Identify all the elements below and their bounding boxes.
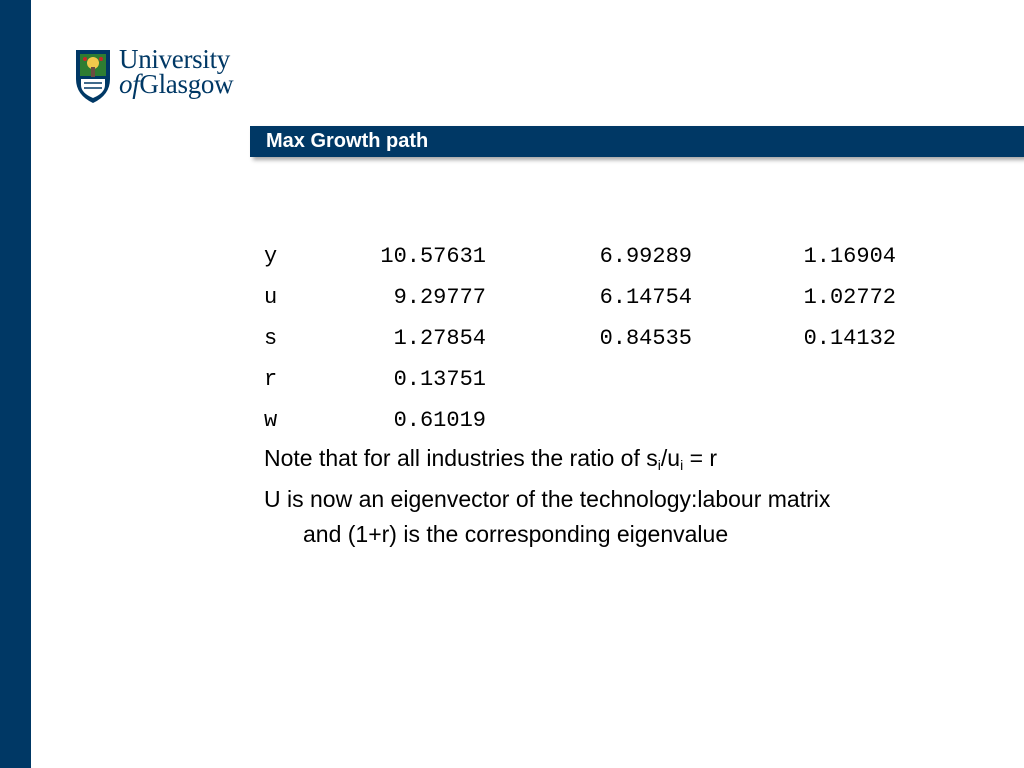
table-row	[264, 236, 896, 277]
table-cell: 9.29777	[393, 285, 486, 310]
table-cell: 0.61019	[393, 408, 486, 433]
note-eigen-line2: and (1+r) is the corresponding eigenvalue	[303, 521, 729, 547]
title-bar	[250, 126, 1024, 157]
note-ratio-suffix: = r	[683, 445, 718, 471]
table-cell: 0.84535	[599, 326, 692, 351]
note-ratio-prefix: Note that for all industries the ratio of s	[264, 445, 658, 471]
table-cell: 0.13751	[393, 367, 486, 392]
row-label: s	[264, 326, 278, 351]
results-table	[264, 236, 896, 441]
table-cell	[692, 359, 896, 400]
row-label: u	[264, 285, 278, 310]
wordmark-university: University	[119, 44, 230, 74]
table-cell	[486, 359, 692, 400]
wordmark	[119, 44, 234, 99]
table-row	[264, 277, 896, 318]
row-label: r	[264, 367, 278, 392]
note-eigenvector	[264, 482, 984, 552]
university-logo	[75, 44, 255, 109]
note-ratio-mid: /u	[660, 445, 681, 471]
table-row	[264, 318, 896, 359]
note-ratio	[264, 441, 717, 476]
note-eigen-line1: U is now an eigenvector of the technology:labour matrix	[264, 486, 831, 512]
table-cell: 1.02772	[803, 285, 896, 310]
table-cell: 6.99289	[599, 244, 692, 269]
table-cell: 1.16904	[803, 244, 896, 269]
subscript-i: i	[680, 457, 684, 473]
table-row	[264, 400, 896, 441]
table-row	[264, 359, 896, 400]
table-cell: 0.14132	[803, 326, 896, 351]
wordmark-glasgow: Glasgow	[139, 69, 234, 99]
wordmark-of: of	[119, 69, 140, 99]
wordmark-of-glasgow	[119, 69, 234, 99]
subscript-i: i	[657, 457, 661, 473]
table-cell	[692, 400, 896, 441]
slide-title: Max Growth path	[266, 130, 429, 152]
table-cell: 1.27854	[393, 326, 486, 351]
row-label: y	[264, 244, 278, 269]
left-brand-bar	[0, 0, 31, 768]
crest-icon	[75, 49, 111, 105]
table-cell	[486, 400, 692, 441]
row-label: w	[264, 408, 278, 433]
table-cell: 6.14754	[599, 285, 692, 310]
table-cell: 10.57631	[380, 244, 486, 269]
